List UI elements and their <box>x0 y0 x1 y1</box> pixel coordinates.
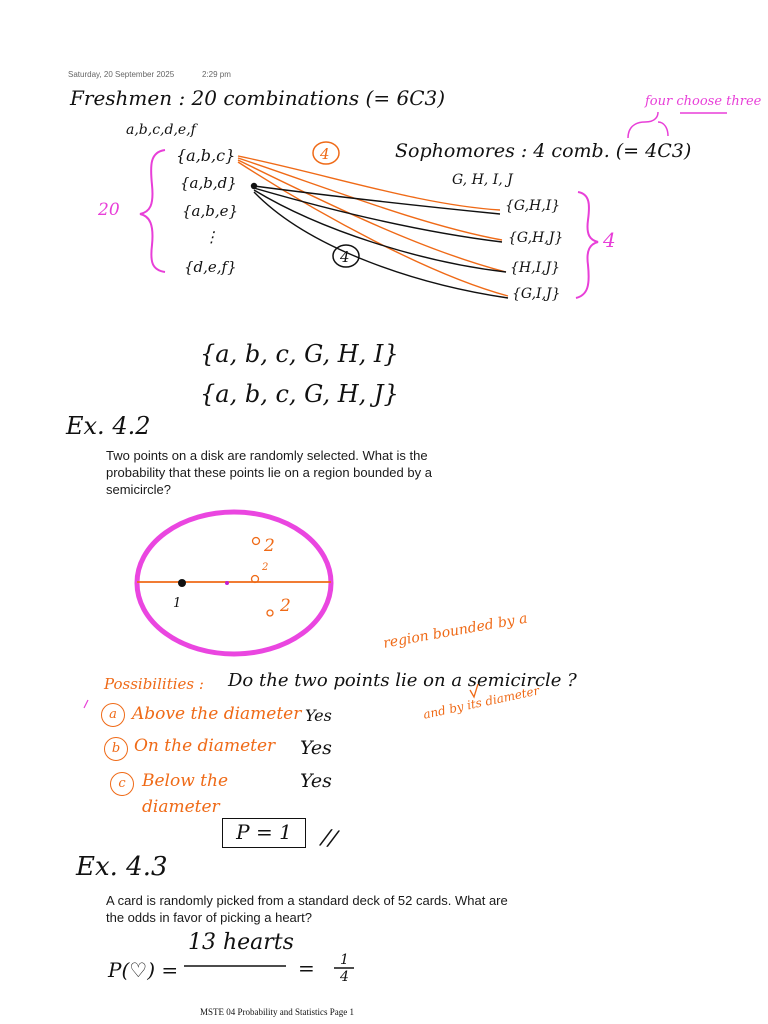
note-date: Saturday, 20 September 2025 <box>68 70 175 79</box>
annotation-region: region bounded by a <box>382 610 529 652</box>
freshmen-set-1: {a,b,c} <box>176 146 236 165</box>
soph-set-2: {G,H,J} <box>508 230 564 246</box>
example-set-2: {a, b, c, G, H, J} <box>200 380 399 408</box>
disk-circle <box>137 512 331 654</box>
point-1-dot <box>178 579 186 587</box>
freshmen-set-2: {a,b,d} <box>180 174 237 192</box>
letters-line: a,b,c,d,e,f <box>126 122 196 138</box>
black-line-2 <box>254 188 502 242</box>
freshmen-brace <box>140 150 165 272</box>
note-time: 2:29 pm <box>202 70 231 79</box>
soph-set-1: {G,H,I} <box>505 198 561 214</box>
origin-dot <box>251 183 257 189</box>
check-mark <box>470 684 478 697</box>
case-b-answer: Yes <box>300 737 332 759</box>
example-set-1: {a, b, c, G, H, I} <box>200 340 399 368</box>
soph-letters: G, H, I, J <box>452 172 513 188</box>
case-a-text: Above the diameter <box>132 704 302 724</box>
page-footer: MSTE 04 Probability and Statistics Page 1 <box>200 1007 354 1017</box>
circle-label-top: 4 <box>320 145 330 163</box>
annotation-diameter: and by its diameter <box>422 683 541 722</box>
end-mark: // <box>319 824 339 853</box>
semicircle-question: Do the two points lie on a semicircle ? <box>228 670 577 691</box>
freshmen-set-last: {d,e,f} <box>184 258 237 276</box>
case-c-marker: c <box>110 772 134 796</box>
soph-set-4: {G,I,J} <box>512 286 561 302</box>
point-label-2a: 2 <box>264 536 275 556</box>
case-a-answer: Yes <box>305 706 332 725</box>
ex43-fraction-den: 4 <box>340 969 349 985</box>
case-a-marker: a <box>101 703 125 727</box>
possibilities-label: Possibilities : <box>104 675 204 693</box>
sophomores-line: Sophomores : 4 comb. (= 4C3) <box>395 140 692 162</box>
ex43-equals: = <box>298 956 315 980</box>
black-line-3 <box>254 190 506 272</box>
point-label-2c: 2 <box>280 596 291 616</box>
ex43-heading: Ex. 4.3 <box>76 852 168 882</box>
point-2-above <box>253 538 260 545</box>
case-c-answer: Yes <box>300 770 332 792</box>
orange-line-2 <box>238 158 502 240</box>
stray-mark <box>84 700 88 708</box>
soph-set-3: {H,I,J} <box>510 260 561 276</box>
point-label-1: 1 <box>173 596 182 611</box>
ex43-problem: A card is randomly picked from a standard deck of 52 cards. What are the odds in favor of picking a heart? <box>106 893 508 925</box>
freshmen-line: Freshmen : 20 combinations (= 6C3) <box>70 86 446 110</box>
ex43-fraction-num: 1 <box>340 952 349 968</box>
ex42-problem: Two points on a disk are randomly selected. What is the probability that these points lie on a region bounded by a semicircle? <box>106 448 432 497</box>
center-dot <box>225 581 229 585</box>
four-choose-three-note: four choose three <box>645 94 762 109</box>
soph-count: 4 <box>603 228 616 252</box>
result-text: P = 1 <box>236 820 292 844</box>
point-label-2b: 2 <box>262 562 269 573</box>
circle-label-bottom: 4 <box>340 248 350 266</box>
ex43-lhs: P(♡) = <box>108 958 179 982</box>
annotation-curl <box>628 112 668 138</box>
point-2-below <box>267 610 273 616</box>
freshmen-set-3: {a,b,e} <box>182 202 239 220</box>
case-c-text: Below the diameter <box>142 771 229 817</box>
soph-brace <box>576 192 598 298</box>
case-b-marker: b <box>104 737 128 761</box>
ex43-numerator: 13 hearts <box>188 930 294 955</box>
orange-line-3 <box>238 160 506 272</box>
orange-line-4 <box>238 162 508 296</box>
freshmen-count: 20 <box>98 200 120 220</box>
case-b-text: On the diameter <box>134 736 276 756</box>
orange-line-1 <box>238 156 500 210</box>
freshmen-set-ellipsis: ⋮ <box>204 228 219 246</box>
ex42-heading: Ex. 4.2 <box>66 412 151 440</box>
